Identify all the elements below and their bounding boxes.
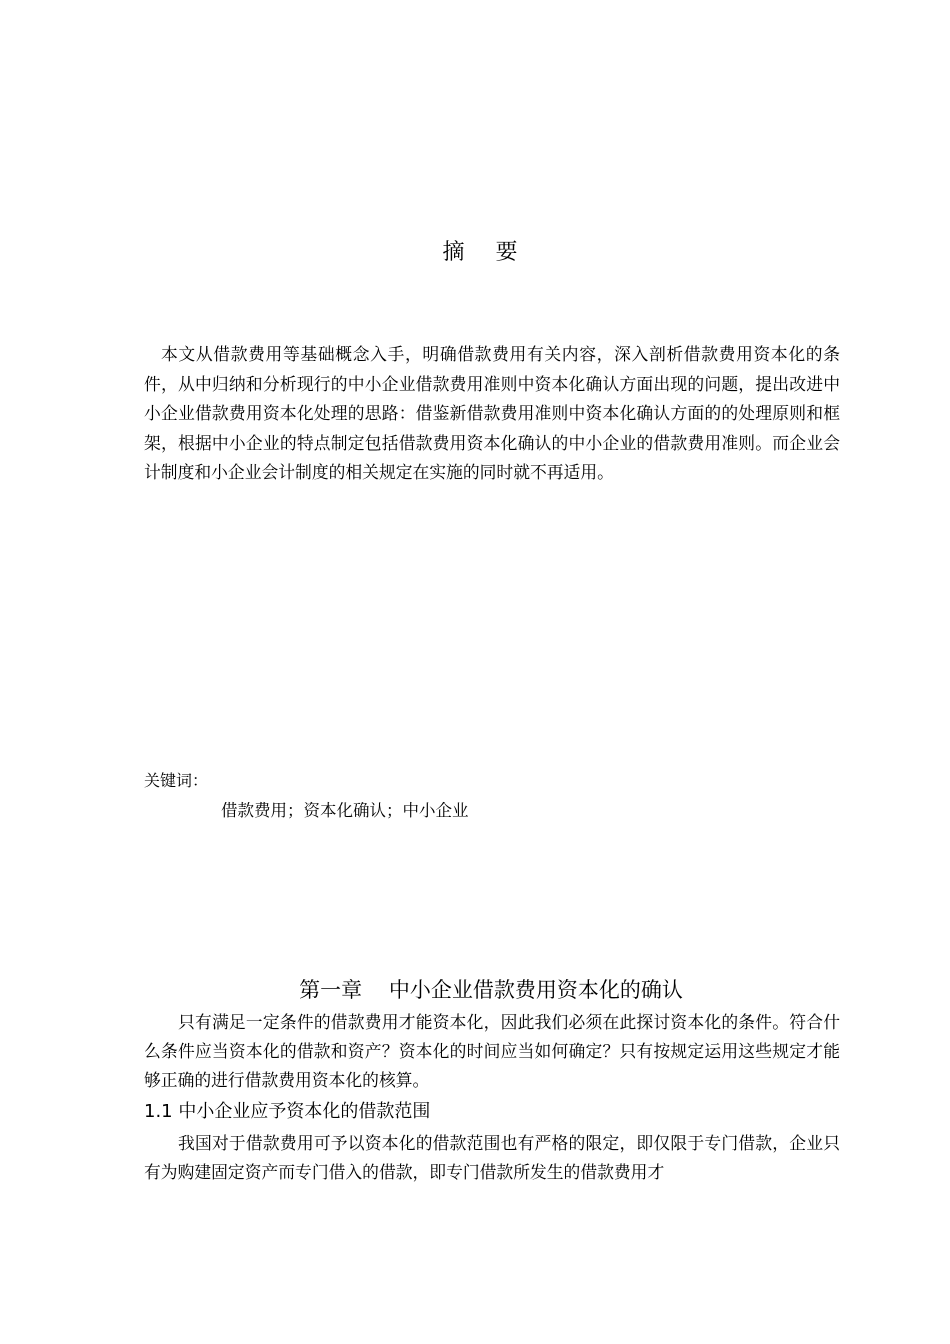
abstract-body: 本文从借款费用等基础概念入手，明确借款费用有关内容，深入剖析借款费用资本化的条件，从中归纳和分析现行的中小企业借款费用准则中资本化确认方面出现的问题，提出改进中小企业借款费用资本化处理的思路：借鉴新借款费用准则中资本化确认方面的的处理原则和框架，根据中小企业的特点制定包括借款费用资本化确认的中小企业的借款费用准则。而企业会计制度和小企业会计制度的相关规定在实施的同时就不再适用。 [144,344,840,482]
abstract-title: 摘 要 [442,240,530,265]
chapter-body: 只有满足一定条件的借款费用才能资本化，因此我们必须在此探讨资本化的条件。符合什么条件应当资本化的借款和资产？资本化的时间应当如何确定？只有按规定运用这些规定才能够正确的进行借款费用资本化的核算。 [144,1012,840,1090]
section-title: 1.1 中小企业应予资本化的借款范围 [144,1101,431,1122]
chapter-title: 第一章 中小企业借款费用资本化的确认 [299,978,683,1002]
keywords-value: 借款费用；资本化确认；中小企业 [221,801,469,820]
section-body: 我国对于借款费用可予以资本化的借款范围也有严格的限定，即仅限于专门借款，企业只有为购建固定资产而专门借入的借款，即专门借款所发生的借款费用才 [144,1133,840,1182]
keywords-label: 关键词： [144,771,209,790]
